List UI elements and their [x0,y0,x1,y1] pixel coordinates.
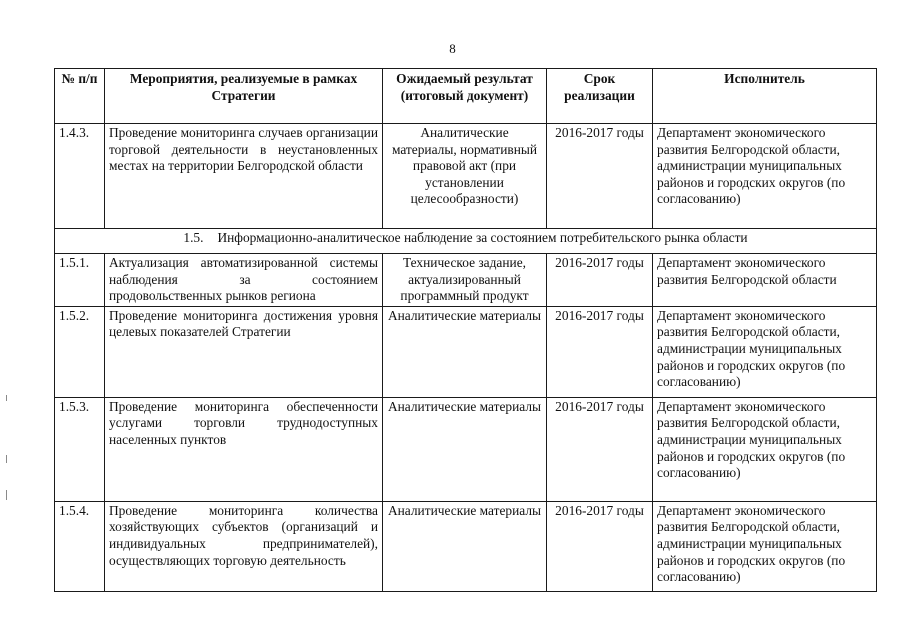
row-action: Проведение мониторинга достижения уровня целевых показателей Стратегии [105,306,383,397]
section-title: Информационно-аналитическое наблюдение за состоянием потребительского рынка области [217,230,748,245]
row-term: 2016-2017 годы [547,124,653,229]
table-row [55,254,877,307]
row-num: 1.5.1. [55,254,105,307]
row-term: 2016-2017 годы [547,501,653,591]
section-number: 1.5. [183,230,204,245]
header-result: Ожидаемый результат (итоговый документ) [383,69,547,124]
header-executor: Исполнитель [653,69,877,124]
row-executor: Департамент экономического развития Белгородской области [653,254,877,307]
row-result: Техническое задание, актуализированный программный продукт [383,254,547,307]
row-num: 1.5.3. [55,397,105,501]
row-term: 2016-2017 годы [547,397,653,501]
scan-edge-mark [6,395,7,401]
table-row [55,501,877,591]
scan-edge-mark [6,490,7,500]
strategy-actions-table [54,68,877,592]
row-action: Актуализация автоматизированной системы наблюдения за состоянием продовольственных рынков региона [105,254,383,307]
table-row [55,124,877,229]
row-result: Аналитические материалы, нормативный правовой акт (при установлении целесообразности) [383,124,547,229]
page-number: 8 [449,41,456,56]
header-num: № п/п [55,69,105,124]
row-executor: Департамент экономического развития Белгородской области, администрации муниципальных районов и городских округов (по согласованию) [653,306,877,397]
row-term: 2016-2017 годы [547,254,653,307]
row-executor: Департамент экономического развития Белгородской области, администрации муниципальных районов и городских округов (по согласованию) [653,124,877,229]
row-num: 1.4.3. [55,124,105,229]
header-term: Срок реализации [547,69,653,124]
row-result: Аналитические материалы [383,306,547,397]
row-result: Аналитические материалы [383,397,547,501]
row-term: 2016-2017 годы [547,306,653,397]
table-row [55,397,877,501]
row-result: Аналитические материалы [383,501,547,591]
row-num: 1.5.2. [55,306,105,397]
row-action: Проведение мониторинга обеспеченности услугами торговли труднодоступных населенных пунктов [105,397,383,501]
table-row [55,306,877,397]
header-action: Мероприятия, реализуемые в рамках Стратегии [105,69,383,124]
row-action: Проведение мониторинга случаев организации торговой деятельности в неустановленных местах на территории Белгородской области [105,124,383,229]
row-executor: Департамент экономического развития Белгородской области, администрации муниципальных районов и городских округов (по согласованию) [653,397,877,501]
section-heading [55,229,877,254]
row-executor: Департамент экономического развития Белгородской области, администрации муниципальных районов и городских округов (по согласованию) [653,501,877,591]
section-row [55,229,877,254]
scan-edge-mark [6,455,7,463]
row-num: 1.5.4. [55,501,105,591]
row-action: Проведение мониторинга количества хозяйствующих субъектов (организаций и индивидуальных предпринимателей), осуществляющих торговую деятельность [105,501,383,591]
table-header-row [55,69,877,124]
